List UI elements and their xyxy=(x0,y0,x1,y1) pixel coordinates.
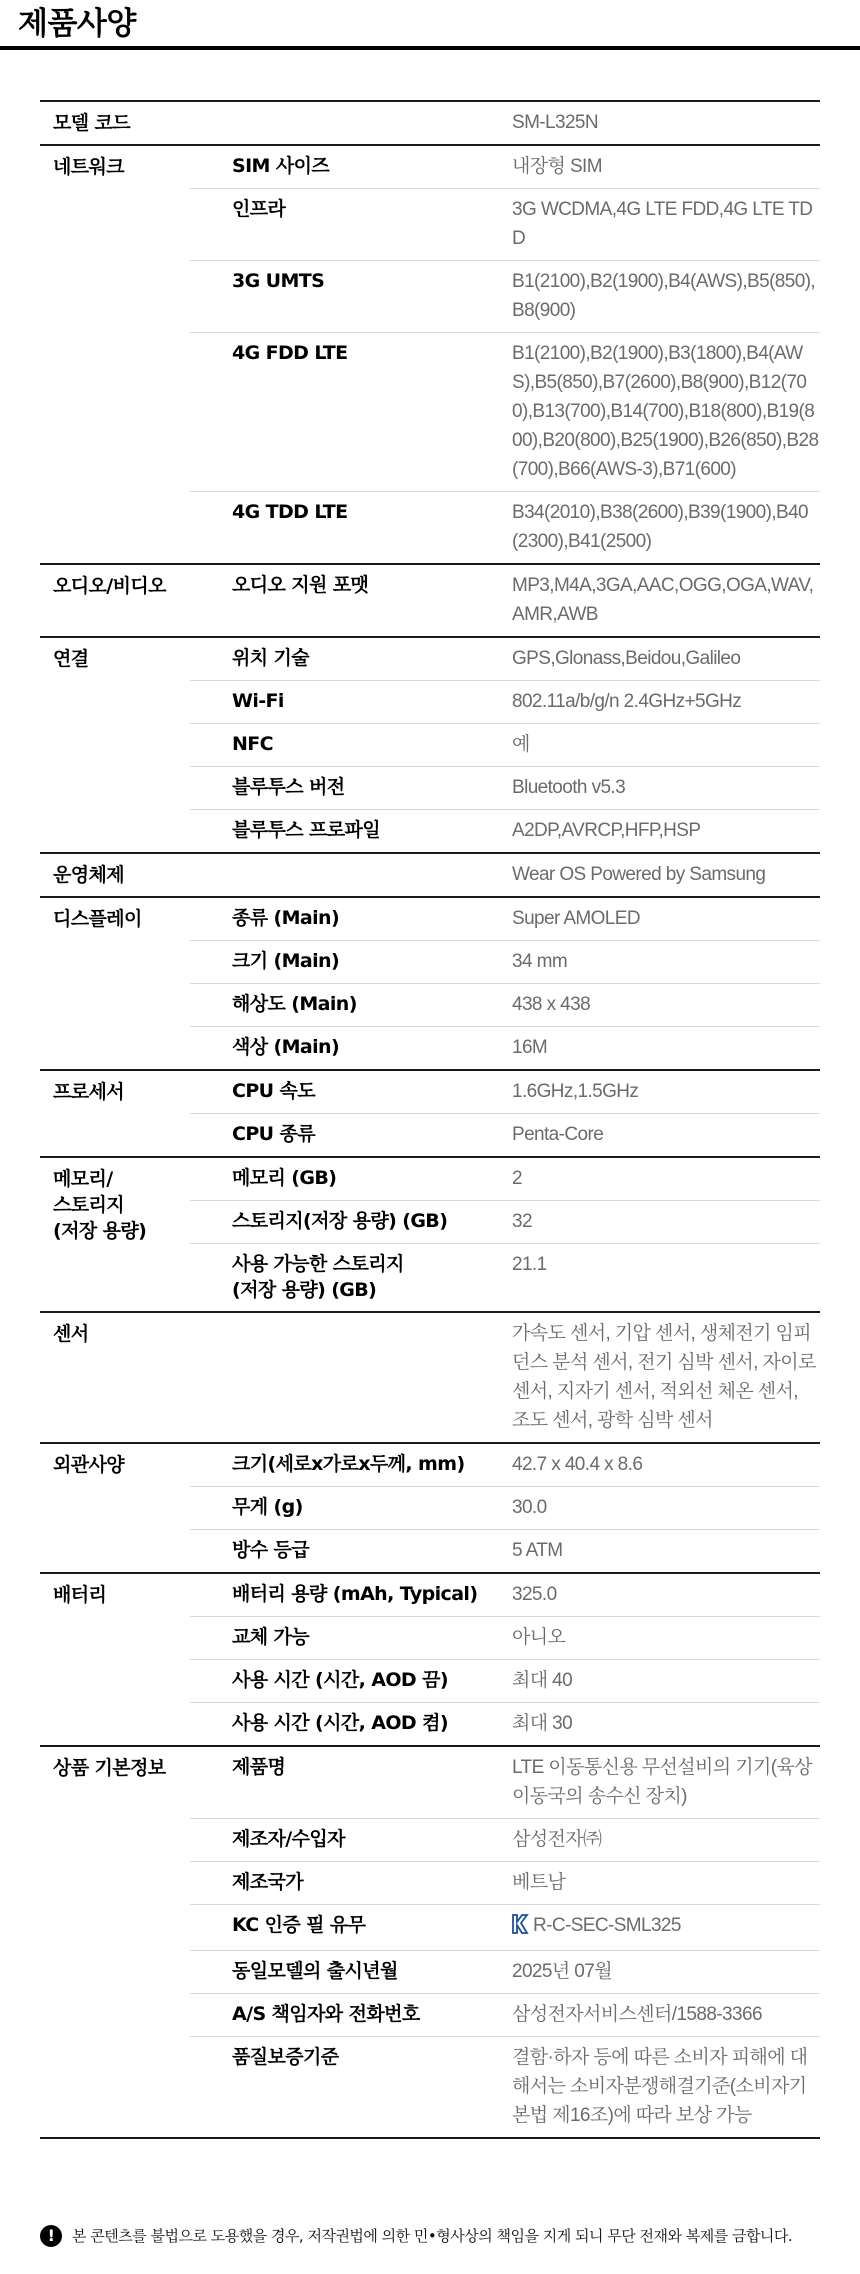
spec-row-value: 예 xyxy=(512,734,530,755)
spec-row xyxy=(190,1861,820,1904)
spec-row-value: 42.7 x 40.4 x 8.6 xyxy=(512,1454,643,1475)
spec-rows xyxy=(190,854,820,896)
spec-row xyxy=(190,565,820,636)
spec-row-label: 블루투스 버전 xyxy=(232,776,345,798)
spec-row-value: 2025년 07월 xyxy=(512,1961,612,1982)
spec-row xyxy=(190,1702,820,1745)
spec-row xyxy=(190,680,820,723)
spec-row-value: 802.11a/b/g/n 2.4GHz+5GHz xyxy=(512,691,742,712)
spec-rows xyxy=(190,565,820,636)
spec-rows xyxy=(190,1574,820,1745)
spec-row xyxy=(190,1659,820,1702)
spec-row xyxy=(190,1486,820,1529)
spec-row-label: 품질보증기준 xyxy=(232,2046,339,2068)
spec-row-value: SM-L325N xyxy=(512,112,599,133)
spec-row-label: 제조자/수입자 xyxy=(232,1828,345,1850)
copyright-text: 본 콘텐츠를 불법으로 도용했을 경우, 저작권법에 의한 민•형사상의 책임을 지게 되니 무단 전재와 복제를 금합니다. xyxy=(72,2227,793,2245)
spec-rows xyxy=(190,1071,820,1156)
spec-group-label: 오디오/비디오 xyxy=(53,575,166,597)
spec-row-value: 최대 40 xyxy=(512,1670,573,1691)
spec-row-value xyxy=(512,1905,820,1950)
spec-row-label: 사용 시간 (시간, AOD 켬) xyxy=(232,1712,448,1734)
spec-row-value: 결함·하자 등에 따른 소비자 피해에 대해서는 소비자분쟁해결기준(소비자기본법 제16조)에 따라 보상 가능 xyxy=(512,2047,808,2126)
spec-row-value: 21.1 xyxy=(512,1254,547,1275)
spec-row-value: 32 xyxy=(512,1211,532,1232)
spec-rows xyxy=(190,146,820,563)
spec-row-value: 최대 30 xyxy=(512,1713,573,1734)
spec-row-label: CPU 속도 xyxy=(232,1080,316,1102)
spec-row-value: Super AMOLED xyxy=(512,908,640,929)
spec-row-value: 아니오 xyxy=(512,1627,566,1648)
spec-group xyxy=(40,100,820,144)
spec-row-label: 크기(세로x가로x두께, mm) xyxy=(232,1453,465,1475)
spec-row-value: Penta-Core xyxy=(512,1124,604,1145)
spec-row xyxy=(190,1200,820,1243)
spec-group-label: 디스플레이 xyxy=(53,908,142,930)
spec-row-value: 삼성전자㈜ xyxy=(512,1829,602,1850)
spec-row-label: 블루투스 프로파일 xyxy=(232,819,381,841)
spec-row-label: 크기 (Main) xyxy=(232,950,340,972)
spec-row-label: 동일모델의 출시년월 xyxy=(232,1960,398,1982)
spec-row-value: 3G WCDMA,4G LTE FDD,4G LTE TDD xyxy=(512,199,813,249)
spec-row-label: 4G TDD LTE xyxy=(232,501,348,523)
spec-row-label: 메모리 (GB) xyxy=(232,1167,337,1189)
spec-group xyxy=(40,896,820,1069)
spec-row-value: B1(2100),B2(1900),B3(1800),B4(AWS),B5(850),B7(2600),B8(900),B12(700),B13(700),B14(700),B18(800),B19(800),B20(800),B25(1900),B26(850),B28(700),B66(AWS-3),B71(600) xyxy=(512,343,819,480)
spec-row-label: 사용 시간 (시간, AOD 끔) xyxy=(232,1669,448,1691)
spec-group-label: 메모리/ 스토리지 (저장 용량) xyxy=(53,1168,147,1242)
spec-group-label: 운영체제 xyxy=(53,864,125,886)
spec-row-value: B34(2010),B38(2600),B39(1900),B40(2300),B41(2500) xyxy=(512,502,809,552)
spec-table xyxy=(40,100,820,2139)
spec-row-value: 16M xyxy=(512,1037,548,1058)
spec-row xyxy=(190,332,820,491)
spec-row xyxy=(190,1904,820,1950)
kc-mark-icon xyxy=(512,1914,529,1943)
spec-row-label: 무게 (g) xyxy=(232,1496,303,1518)
spec-rows xyxy=(190,1444,820,1572)
spec-rows xyxy=(190,1313,820,1442)
spec-group xyxy=(40,1572,820,1745)
copyright-notice xyxy=(40,2224,840,2248)
spec-row-label: SIM 사이즈 xyxy=(232,155,330,177)
spec-row xyxy=(190,1993,820,2036)
spec-row xyxy=(190,898,820,940)
spec-rows xyxy=(190,102,820,144)
spec-group-label: 배터리 xyxy=(53,1584,107,1606)
spec-row-label: NFC xyxy=(232,733,274,755)
spec-row-value: Wear OS Powered by Samsung xyxy=(512,864,766,885)
spec-row xyxy=(190,940,820,983)
spec-rows xyxy=(190,638,820,852)
spec-row xyxy=(190,809,820,852)
spec-row-label: KC 인증 필 유무 xyxy=(232,1914,366,1936)
spec-row-label: 해상도 (Main) xyxy=(232,993,357,1015)
spec-row-value: 34 mm xyxy=(512,951,568,972)
kc-cert-number: R-C-SEC-SML325 xyxy=(533,1915,681,1936)
spec-group-label: 네트워크 xyxy=(53,156,125,178)
spec-row xyxy=(190,2036,820,2137)
spec-row xyxy=(190,1071,820,1113)
spec-group xyxy=(40,1442,820,1572)
spec-group-label: 상품 기본정보 xyxy=(53,1757,166,1779)
spec-group-label: 외관사양 xyxy=(53,1454,125,1476)
warning-icon: ! xyxy=(40,2225,62,2247)
spec-row-value: 내장형 SIM xyxy=(512,156,602,177)
spec-group-label: 연결 xyxy=(53,648,89,670)
spec-row-value: 베트남 xyxy=(512,1872,566,1893)
spec-row-label: 교체 가능 xyxy=(232,1626,310,1648)
spec-group xyxy=(40,1311,820,1442)
spec-row-label: 제조국가 xyxy=(232,1871,304,1893)
spec-row-value: 325.0 xyxy=(512,1584,557,1605)
spec-row-label: 스토리지(저장 용량) (GB) xyxy=(232,1210,448,1232)
spec-row-value: GPS,Glonass,Beidou,Galileo xyxy=(512,648,741,669)
spec-row-value: 1.6GHz,1.5GHz xyxy=(512,1081,639,1102)
spec-row-value: Bluetooth v5.3 xyxy=(512,777,626,798)
spec-row-value: 가속도 센서, 기압 센서, 생체전기 임피던스 분석 센서, 전기 심박 센서, 자이로 센서, 지자기 센서, 적외선 체온 센서, 조도 센서, 광학 심박 센서 xyxy=(512,1323,816,1431)
spec-row-label: 오디오 지원 포맷 xyxy=(232,574,369,596)
spec-group xyxy=(40,1156,820,1311)
spec-row-value: 438 x 438 xyxy=(512,994,591,1015)
spec-row-value: B1(2100),B2(1900),B4(AWS),B5(850),B8(900) xyxy=(512,271,816,321)
spec-row-label: 색상 (Main) xyxy=(232,1036,340,1058)
spec-row xyxy=(190,1616,820,1659)
spec-row xyxy=(190,983,820,1026)
spec-row-label xyxy=(40,102,512,144)
spec-group-label: 모델 코드 xyxy=(53,112,131,134)
spec-row xyxy=(190,1313,820,1442)
spec-group-label: 프로세서 xyxy=(53,1081,125,1103)
spec-row-value: MP3,M4A,3GA,AAC,OGG,OGA,WAV,AMR,AWB xyxy=(512,575,814,625)
spec-row-label: 3G UMTS xyxy=(232,270,325,292)
spec-row-label: 사용 가능한 스토리지 (저장 용량) (GB) xyxy=(232,1253,404,1301)
spec-group xyxy=(40,636,820,852)
spec-row-label: 4G FDD LTE xyxy=(232,342,348,364)
spec-row xyxy=(190,1574,820,1616)
spec-row-value: LTE 이동통신용 무선설비의 기기(육상 이동국의 송수신 장치) xyxy=(512,1757,812,1807)
spec-rows xyxy=(190,1747,820,2137)
spec-row-label: 방수 등급 xyxy=(232,1539,310,1561)
spec-row xyxy=(190,638,820,680)
spec-row xyxy=(190,1747,820,1818)
page-title: 제품사양 xyxy=(18,6,136,42)
page-header xyxy=(0,0,860,50)
spec-row-value: 2 xyxy=(512,1168,522,1189)
spec-row-label: 인프라 xyxy=(232,198,286,220)
spec-row-value: 30.0 xyxy=(512,1497,547,1518)
spec-row xyxy=(190,1243,820,1311)
spec-group xyxy=(40,852,820,896)
spec-row xyxy=(190,1529,820,1572)
spec-row xyxy=(190,491,820,563)
spec-row-label: 배터리 용량 (mAh, Typical) xyxy=(232,1583,478,1605)
spec-row-value: 삼성전자서비스센터/1588-3366 xyxy=(512,2004,762,2025)
spec-rows xyxy=(190,898,820,1069)
spec-row-label: Wi-Fi xyxy=(232,690,284,712)
spec-row xyxy=(190,723,820,766)
spec-row xyxy=(190,188,820,260)
spec-row xyxy=(190,102,820,144)
spec-row-label: 제품명 xyxy=(232,1756,286,1778)
spec-row xyxy=(190,766,820,809)
spec-row xyxy=(190,854,820,896)
spec-row-value: A2DP,AVRCP,HFP,HSP xyxy=(512,820,701,841)
spec-row-label xyxy=(40,854,512,896)
spec-row xyxy=(190,1158,820,1200)
spec-row xyxy=(190,260,820,332)
spec-group xyxy=(40,1069,820,1156)
spec-row xyxy=(190,1444,820,1486)
spec-group-label: 센서 xyxy=(53,1323,89,1345)
spec-rows xyxy=(190,1158,820,1311)
spec-row xyxy=(190,1818,820,1861)
spec-row xyxy=(190,1950,820,1993)
spec-group xyxy=(40,1745,820,2139)
spec-row-label: 위치 기술 xyxy=(232,647,310,669)
spec-group xyxy=(40,144,820,563)
spec-row-label: CPU 종류 xyxy=(232,1123,316,1145)
spec-row-label: A/S 책임자와 전화번호 xyxy=(232,2003,420,2025)
spec-row xyxy=(190,1113,820,1156)
spec-row xyxy=(190,1026,820,1069)
spec-row-label: 종류 (Main) xyxy=(232,907,340,929)
spec-row xyxy=(190,146,820,188)
spec-row-value: 5 ATM xyxy=(512,1540,563,1561)
spec-row-label xyxy=(40,1313,512,1442)
spec-group xyxy=(40,563,820,636)
